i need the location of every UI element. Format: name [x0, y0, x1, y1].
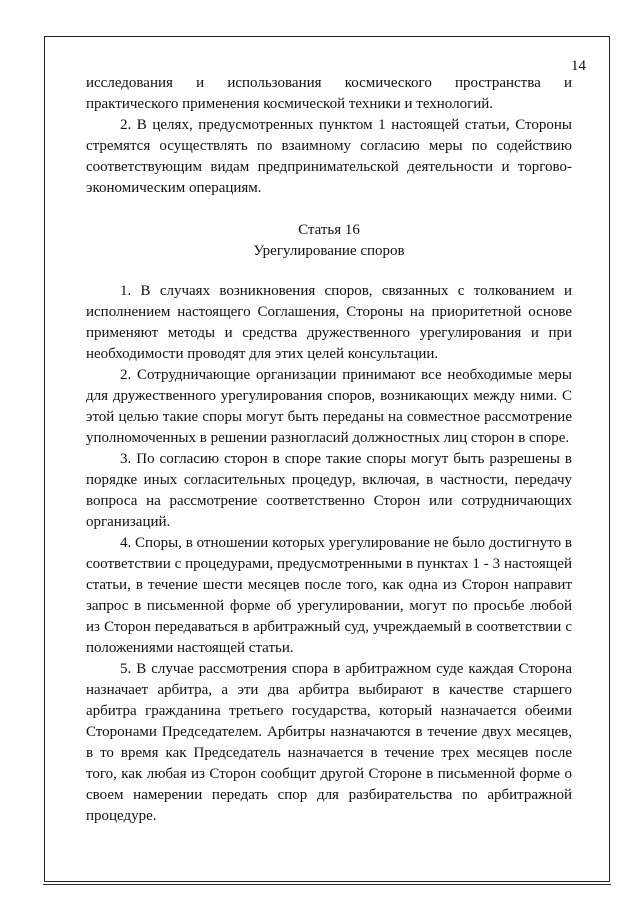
article-number: Статья 16 — [298, 222, 360, 238]
intro-paragraph-2: 2. В целях, предусмотренных пунктом 1 настоящей статьи, Стороны стремятся осуществлять по взаимному согласию меры по содействию соответствующим видам предпринимательской деятельности и торгово-экономическим операциям. — [86, 117, 572, 196]
article-paragraph-3: 3. По согласию сторон в споре такие споры могут быть разрешены в порядке иных согласительных процедур, включая, в частности, передачу вопроса на рассмотрение соответственно Сторон или сотрудничающих организаций. — [86, 451, 572, 530]
article-paragraph-1: 1. В случаях возникновения споров, связанных с толкованием и исполнением настоящего Соглашения, Стороны на приоритетной основе применяют методы и средства дружественного урегулирования и при необходимости проводят для этих целей консультации. — [86, 283, 572, 362]
page-number: 14 — [571, 58, 586, 74]
article-paragraph-5: 5. В случае рассмотрения спора в арбитражном суде каждая Сторона назначает арбитра, а эти два арбитра выбирают в качестве старшего арбитра гражданина третьего государства, который назначается обеими Сторонами Председателем. Арбитры назначаются в течение двух месяцев, в то время как Председатель назначается в течение трех месяцев после того, как любая из Сторон сообщит другой Стороне в письменной форме о своем намерении передать спор для разбирательства по арбитражной процедуре. — [86, 661, 572, 824]
document-body — [86, 73, 572, 827]
article-paragraph-2: 2. Сотрудничающие организации принимают все необходимые меры для дружественного урегулирования споров, возникающих между ними. С этой целью такие споры могут быть переданы на совместное рассмотрение уполномоченных в решении разногласий должностных лиц сторон в споре. — [86, 367, 572, 446]
intro-line-1-continued: практического применения космической техники и технологий. — [86, 96, 494, 112]
article-title: Урегулирование споров — [253, 243, 405, 259]
intro-line-1: исследования и использования космического пространства и — [86, 75, 572, 91]
article-paragraph-4: 4. Споры, в отношении которых урегулирование не было достигнуто в соответствии с процедурами, предусмотренными в пунктах 1 - 3 настоящей статьи, в течение шести месяцев после того, как одна из Сторон направит запрос в письменной форме об урегулировании, могут по просьбе любой из Сторон передаваться в арбитражный суд, учреждаемый в соответствии с положениями настоящей статьи. — [86, 535, 572, 656]
article-header — [86, 220, 572, 262]
